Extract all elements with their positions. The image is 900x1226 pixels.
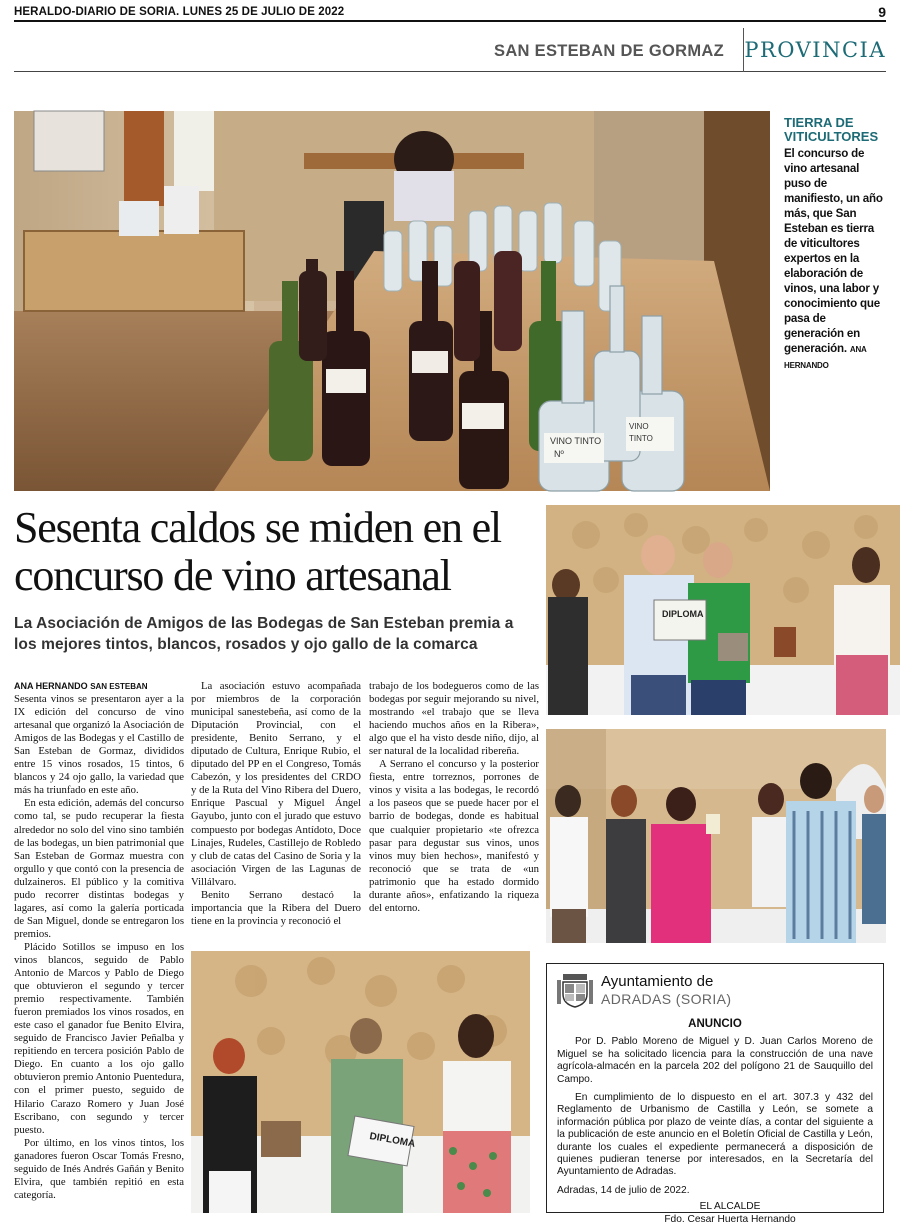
article-subheadline: La Asociación de Amigos de las Bodegas de San Esteban premia a los mejores tintos, blancos, rosados y ojo gallo de la comarca [14, 615, 514, 653]
notice-header [557, 972, 873, 1012]
article-headline: Sesenta caldos se miden en el concurso de vino artesanal [14, 503, 501, 600]
section-label: PROVINCIA [744, 38, 886, 62]
byline-author: ANA HERNANDO [14, 681, 88, 691]
photo-award-men [546, 505, 900, 715]
bottle-label-text: Nº [554, 449, 564, 459]
notice-signer-title: EL ALCALDE [699, 1201, 761, 1213]
notice-paragraph: En cumplimiento de lo dispuesto en el art. 307.3 y 432 del Reglamento de Urbanismo de Castilla y León, se somete a información pública por plazo de veinte días, a contar del siguiente a la publicación de este anuncio en el Boletín Oficial de Castilla y León, durante los cuales el expediente permanecerá a disposición de quienes pudieran tenerse por interesados, en la Secretaría del Ayuntamiento de Adradas. [557, 1092, 873, 1178]
article-column-1 [14, 680, 184, 1202]
photo-award-women [191, 951, 530, 1213]
caption-credit: ANA HERNANDO [784, 345, 867, 370]
bottle-label-text: TINTO [629, 434, 653, 443]
main-photo-wine-bottles [14, 111, 770, 491]
article-column-2 [191, 680, 361, 928]
article-column-3 [369, 680, 539, 915]
byline [14, 681, 148, 691]
bottle-label-text: VINO [629, 422, 649, 431]
article-paragraph: trabajo de los bodegueros como de las bodegas por seguir mejorando su nivel, mostrando «el trabajo que se lleva haciendo muchos años en la Ribera», algo que el ha visto desde niño, dijo, al ser natural de la localidad ribereña. [369, 680, 539, 758]
coat-of-arms-icon [557, 972, 593, 1008]
article-paragraph: Por último, en los vinos tintos, los ganadores fueron Oscar Tomás Fresno, seguido de Inés Andrés Gañán y Benito Elvira, que también repitió en esta categoría. [14, 1136, 184, 1201]
notice-signer-name: Fdo. Cesar Huerta Hernando [664, 1213, 796, 1225]
article-paragraph: ANA HERNANDO SAN ESTEBAN Sesenta vinos se presentaron ayer a la IX edición del concurso de vino artesanal que organizó la Asociación de Amigos de las Bodegas y el Castillo de San Esteban de Gormaz, divididos entre 15 vinos rosados, 15 tintos, 6 blancos y 24 ojo gallo, la variedad que más ha triunfado en este año. [14, 681, 184, 797]
official-notice [546, 963, 884, 1225]
bottle-label-text: VINO TINTO [550, 436, 602, 446]
notice-date: Adradas, 14 de julio de 2022. [557, 1184, 690, 1196]
article-paragraph: Benito Serrano destacó la importancia que la Ribera del Duero tiene en la provincia y reconoció el [191, 888, 361, 927]
notice-organization: Ayuntamiento de [601, 973, 714, 990]
diploma-text: DIPLOMA [662, 609, 704, 619]
article-paragraph: Plácido Sotillos se impuso en los vinos blancos, seguido de Pablo Antonio de Marcos y Pablo de Diego que obtuvieron el segundo y tercer premio respectivamente. También fueron premiados los vinos rosados, en este caso el ganador fue Benito Elvira, seguido de Francisco Javier Peñalba y repitiendo en tercera posición Pablo de Diego. En cuanto a los ojo gallo obtuvieron premio Antonio Puentedura, con el primer puesto, seguido de Hilario Carazo Romero y Juan José Escribano, con segundo y tercer puesto. [14, 940, 184, 1136]
caption-text: El concurso de vino artesanal puso de manifiesto, un año más, que San Esteban es tierra de viticultores expertos en la elaboración de vinos, una labor y conocimiento que pasa de generación en generación. ANA HERNANDO [784, 147, 883, 370]
page-number: 9 [878, 4, 886, 20]
section-town: SAN ESTEBAN DE GORMAZ [494, 42, 724, 60]
article-paragraph: En esta edición, además del concurso como tal, se pudo recuperar la fiesta alrededor no solo del vino sino también de las bodegas, un bien patrimonial que San Esteban de Gormaz muestra con orgullo y que contó con la presencia de dulzaineros. El público y la comitiva pudo recorrer distintas bodegas y lagares, así como la galería porticada de San Miguel, donde se entregaron los premios. [14, 797, 184, 940]
section-header [14, 28, 886, 72]
notice-title: ANUNCIO [688, 1018, 742, 1030]
byline-location: SAN ESTEBAN [90, 682, 148, 691]
photo-award-group [546, 729, 886, 943]
page-header [14, 4, 886, 22]
article-paragraph: La asociación estuvo acompañada por miembros de la corporación municipal sanestebeña, así como de la Diputación Provincial, con el presidente, Benito Serrano, y el diputado de Cultura, Enrique Rubio, el diputado del PP en el Congreso, Tomás Cabezón, y los presidentes del CRDO y de la Ruta del Vino Ribera del Duero, Enrique Pascual y Miguel Ángel Gayubo, junto con el jurado que estuvo compuesto por bodegas Antídoto, Doce Linajes, Rudeles, Castillejo de Robledo y club de catas del Casino de Soria y la asociación Virgen de las Lagunas de Villálvaro. [191, 680, 361, 888]
photo-caption [784, 116, 888, 373]
notice-paragraph: Por D. Pablo Moreno de Miguel y D. Juan Carlos Moreno de Miguel se ha solicitado licencia para la construcción de una nave agrícola-almacén en la parcela 202 del polígono 21 de Sauquillo del Campo. [557, 1036, 873, 1085]
diploma-text: DIPLOMA [368, 1131, 416, 1150]
article-paragraph: A Serrano el concurso y la posterior fiesta, entre torreznos, porrones de vinos y visita a las bodegas, le recordó a los paseos que se puede hacer por el barrio de bodegas, donde es habitual que cualquier propietario «te ofrezca pasar para degustar sus vinos, unos vinos muy bien hechos», manifestó y reconoció que se trata de «un patrimonio que ha estado dormido durante años», enfatizando la riqueza del entorno. [369, 758, 539, 914]
newspaper-date: HERALDO-DIARIO DE SORIA. LUNES 25 DE JULIO DE 2022 [14, 6, 345, 18]
notice-place: ADRADAS (SORIA) [601, 991, 732, 1007]
caption-title: TIERRA DE VITICULTORES [784, 115, 879, 144]
